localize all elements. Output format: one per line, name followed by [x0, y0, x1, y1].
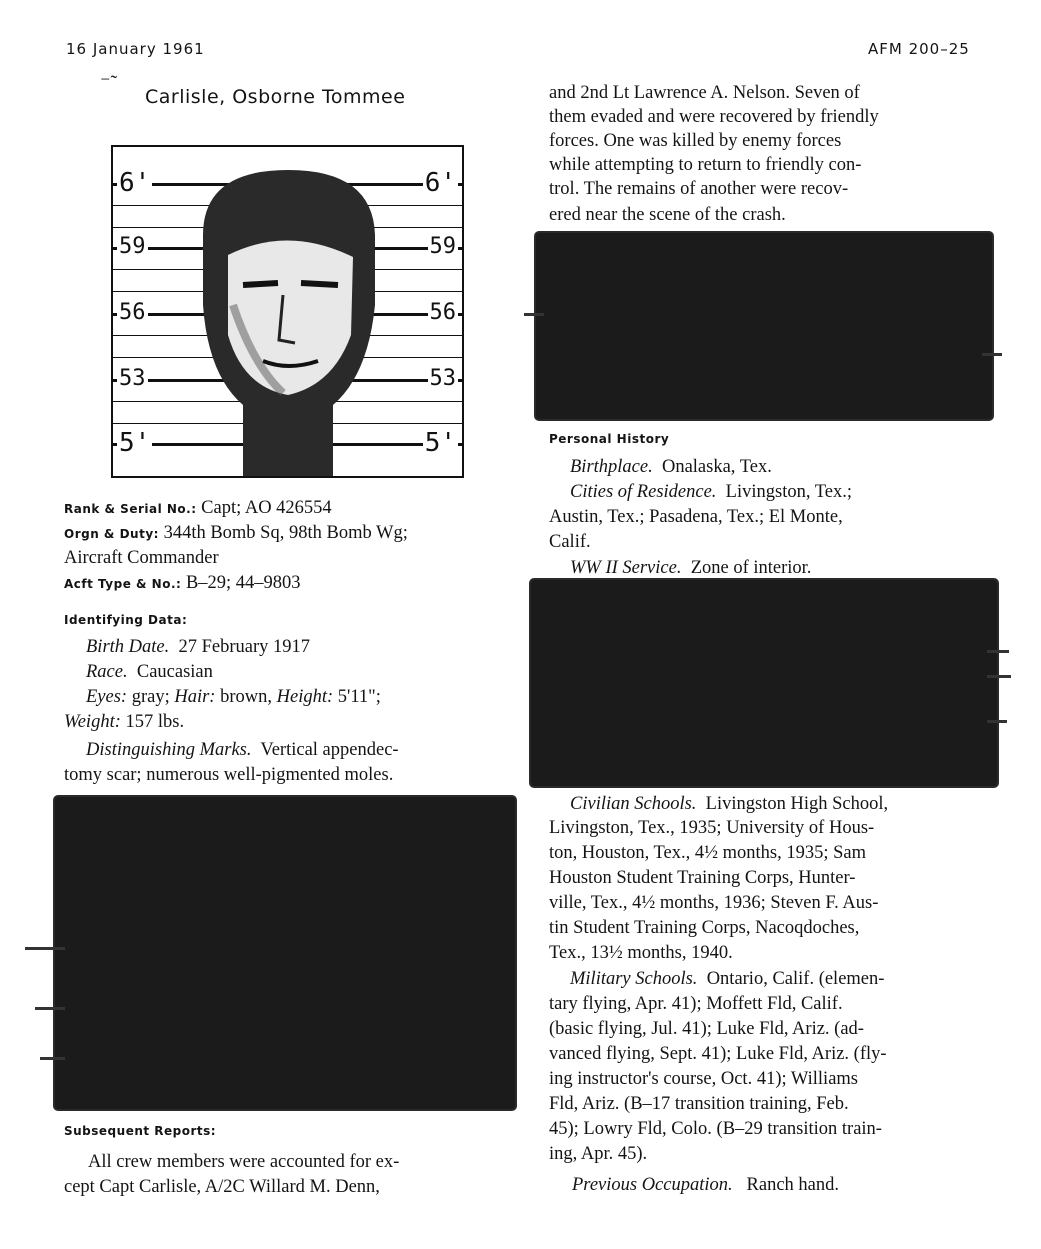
cities-value-3: Calif. — [549, 532, 591, 552]
handwritten-mark: ⁻˜ — [100, 72, 118, 94]
occupation-line — [572, 1173, 839, 1198]
personal-heading: Personal History — [549, 432, 670, 446]
orgn-duty-line — [64, 521, 514, 547]
occupation-label: Previous Occupation. — [572, 1175, 733, 1195]
military-3: (basic flying, Jul. 41); Luke Fld, Ariz. (ad- — [549, 1019, 864, 1039]
height-mark-right-5: 5' — [424, 428, 456, 458]
hair-value: brown, — [220, 687, 273, 707]
military-7: 45); Lowry Fld, Colo. (B–29 transition train- — [549, 1119, 882, 1139]
ww2-label: WW II Service. — [570, 558, 682, 578]
military-label: Military Schools. — [570, 969, 698, 989]
weight-label: Weight: — [64, 712, 121, 732]
subject-name: Carlisle, Osborne Tommee — [145, 86, 406, 108]
civilian-line — [570, 792, 888, 817]
race-line — [86, 660, 213, 685]
height-mark-left-2: 59 — [119, 234, 146, 259]
rank-label: Rank & Serial No.: — [64, 502, 197, 516]
physical-line — [86, 685, 516, 710]
marks-value-1: Vertical appendec- — [260, 740, 399, 760]
cities-value-2: Austin, Tex.; Pasadena, Tex.; El Monte, — [549, 507, 843, 527]
height-mark-right-4: 53 — [429, 366, 456, 391]
acft-line — [64, 571, 514, 597]
orgn-label: Orgn & Duty: — [64, 527, 159, 541]
race-value: Caucasian — [136, 662, 213, 682]
civilian-6: tin Student Training Corps, Nacoqdoches, — [549, 918, 860, 938]
subsequent-line-2: cept Capt Carlisle, A/2C Willard M. Denn, — [64, 1177, 380, 1197]
race-label: Race. — [86, 662, 128, 682]
subsequent-cont-1: and 2nd Lt Lawrence A. Nelson. Seven of — [549, 83, 860, 103]
subsequent-cont-4: while attempting to return to friendly con- — [549, 155, 862, 175]
birthplace-label: Birthplace. — [570, 457, 653, 477]
subsequent-line-1: All crew members were accounted for ex- — [88, 1152, 400, 1172]
occupation-value: Ranch hand. — [746, 1175, 839, 1195]
redaction-block-right-middle — [531, 580, 997, 786]
subsequent-cont-6: ered near the scene of the crash. — [549, 205, 786, 225]
rank-value: Capt; AO 426554 — [201, 498, 332, 518]
birth-date-line — [86, 635, 310, 660]
height-mark-left-3: 56 — [119, 300, 146, 325]
height-mark-right-2: 59 — [429, 234, 456, 259]
cities-label: Cities of Residence. — [570, 482, 717, 502]
orgn-value-cont: Aircraft Commander — [64, 548, 219, 568]
birth-date-value: 27 February 1917 — [178, 637, 311, 657]
cities-line — [570, 480, 852, 505]
cities-value-1: Livingston, Tex.; — [725, 482, 852, 502]
rank-serial-line — [64, 496, 514, 522]
eyes-value: gray; — [131, 687, 170, 707]
orgn-value: 344th Bomb Sq, 98th Bomb Wg; — [163, 523, 408, 543]
military-5: ing instructor's course, Oct. 41); Williams — [549, 1069, 858, 1089]
military-line — [570, 967, 884, 992]
subsequent-cont-2: them evaded and were recovered by friendly — [549, 107, 879, 127]
acft-value: B–29; 44–9803 — [185, 573, 301, 593]
ww2-value: Zone of interior. — [690, 558, 812, 578]
height-label: Height: — [276, 687, 334, 707]
marks-line — [86, 738, 399, 763]
manual-number: AFM 200–25 — [868, 40, 970, 58]
height-mark-left-5: 5' — [119, 428, 151, 458]
military-6: Fld, Ariz. (B–17 transition training, Feb. — [549, 1094, 849, 1114]
subsequent-cont-3: forces. One was killed by enemy forces — [549, 131, 842, 151]
redaction-block-left — [55, 797, 515, 1109]
mugshot-photo — [111, 145, 464, 478]
document-date: 16 January 1961 — [66, 40, 205, 58]
subsequent-cont-5: trol. The remains of another were recov- — [549, 179, 849, 199]
portrait-figure — [183, 165, 393, 476]
weight-value: 157 lbs. — [125, 712, 185, 732]
military-4: vanced flying, Sept. 41); Luke Fld, Ariz. (fly- — [549, 1044, 887, 1064]
civilian-label: Civilian Schools. — [570, 794, 697, 814]
acft-label: Acft Type & No.: — [64, 577, 182, 591]
subsequent-heading: Subsequent Reports: — [64, 1124, 217, 1138]
marks-value-2: tomy scar; numerous well-pigmented moles. — [64, 765, 394, 785]
civilian-3: ton, Houston, Tex., 4½ months, 1935; Sam — [549, 843, 866, 863]
height-mark-right-3: 56 — [429, 300, 456, 325]
ww2-line — [570, 556, 811, 581]
birth-date-label: Birth Date. — [86, 637, 170, 657]
birthplace-line — [570, 455, 772, 480]
height-mark-left-4: 53 — [119, 366, 146, 391]
redaction-block-right-top — [536, 233, 992, 419]
civilian-7: Tex., 13½ months, 1940. — [549, 943, 733, 963]
civilian-5: ville, Tex., 4½ months, 1936; Steven F. Aus- — [549, 893, 879, 913]
height-mark-right-1: 6' — [424, 168, 456, 198]
civilian-4: Houston Student Training Corps, Hunter- — [549, 868, 856, 888]
marks-label: Distinguishing Marks. — [86, 740, 252, 760]
civilian-2: Livingston, Tex., 1935; University of Hous- — [549, 818, 875, 838]
military-1: Ontario, Calif. (elemen- — [706, 969, 885, 989]
military-8: ing, Apr. 45). — [549, 1144, 648, 1164]
height-mark-left-1: 6' — [119, 168, 151, 198]
hair-label: Hair: — [174, 687, 216, 707]
birthplace-value: Onalaska, Tex. — [661, 457, 772, 477]
military-2: tary flying, Apr. 41); Moffett Fld, Calif. — [549, 994, 843, 1014]
identifying-heading: Identifying Data: — [64, 613, 188, 627]
height-value: 5'11"; — [337, 687, 381, 707]
civilian-1: Livingston High School, — [705, 794, 889, 814]
weight-line — [64, 710, 184, 735]
eyes-label: Eyes: — [86, 687, 128, 707]
